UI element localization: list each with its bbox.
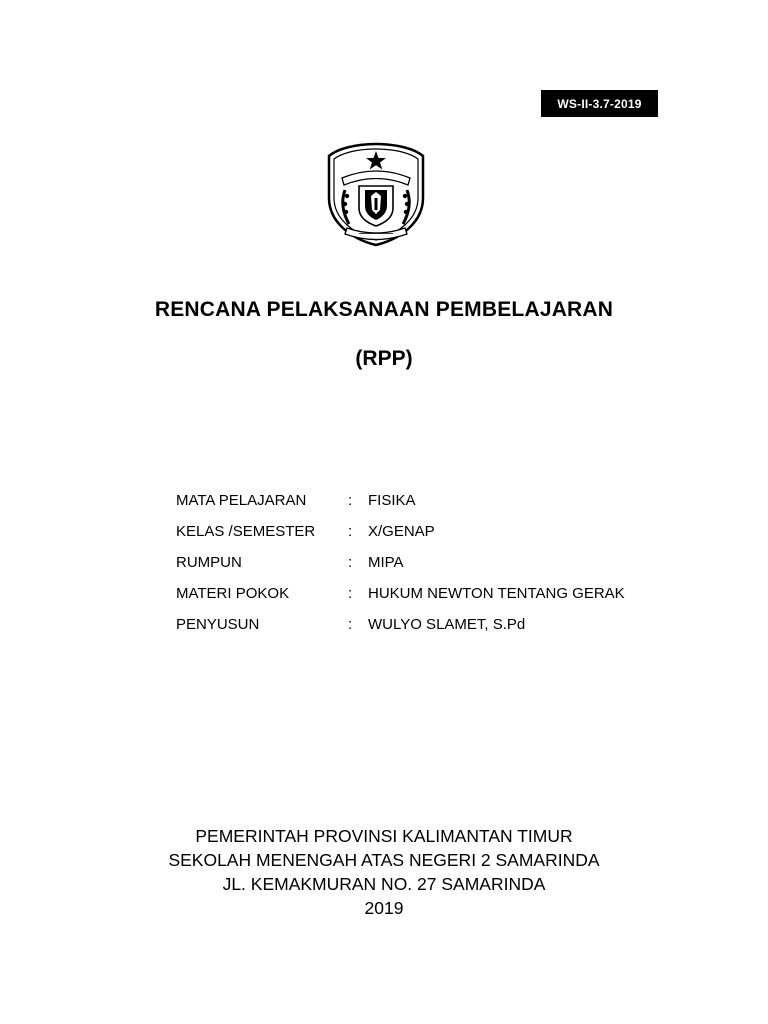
info-separator: :: [348, 492, 353, 509]
info-value: X/GENAP: [368, 523, 435, 540]
info-row-subject: [176, 485, 625, 516]
info-value: FISIKA: [368, 492, 416, 509]
info-value: HUKUM NEWTON TENTANG GERAK: [368, 585, 625, 602]
info-row-class-semester: [176, 516, 625, 547]
institution-footer: [0, 824, 768, 920]
document-code-text: WS-II-3.7-2019: [557, 96, 642, 111]
info-label: MATA PELAJARAN: [176, 492, 307, 509]
info-row-topic: [176, 578, 625, 609]
footer-school-line: SEKOLAH MENENGAH ATAS NEGERI 2 SAMARINDA: [168, 850, 600, 870]
info-separator: :: [348, 616, 353, 633]
document-subtitle: (RPP): [355, 347, 413, 370]
info-separator: :: [348, 554, 353, 571]
document-code-badge: [541, 90, 658, 117]
footer-year: 2019: [364, 898, 404, 918]
info-separator: :: [348, 523, 353, 540]
provincial-emblem-icon: [325, 140, 427, 248]
info-value: WULYO SLAMET, S.Pd: [368, 616, 526, 633]
info-label: MATERI POKOK: [176, 585, 290, 602]
info-row-cluster: [176, 547, 625, 578]
document-title: RENCANA PELAKSANAAN PEMBELAJARAN: [154, 298, 614, 321]
footer-address-line: JL. KEMAKMURAN NO. 27 SAMARINDA: [222, 874, 546, 894]
info-row-author: [176, 609, 625, 640]
document-info-table: [176, 485, 625, 640]
info-separator: :: [348, 585, 353, 602]
info-value: MIPA: [368, 554, 404, 571]
info-label: RUMPUN: [176, 554, 242, 571]
footer-government-line: PEMERINTAH PROVINSI KALIMANTAN TIMUR: [195, 826, 573, 846]
info-label: KELAS /SEMESTER: [176, 523, 316, 540]
info-label: PENYUSUN: [176, 616, 260, 633]
